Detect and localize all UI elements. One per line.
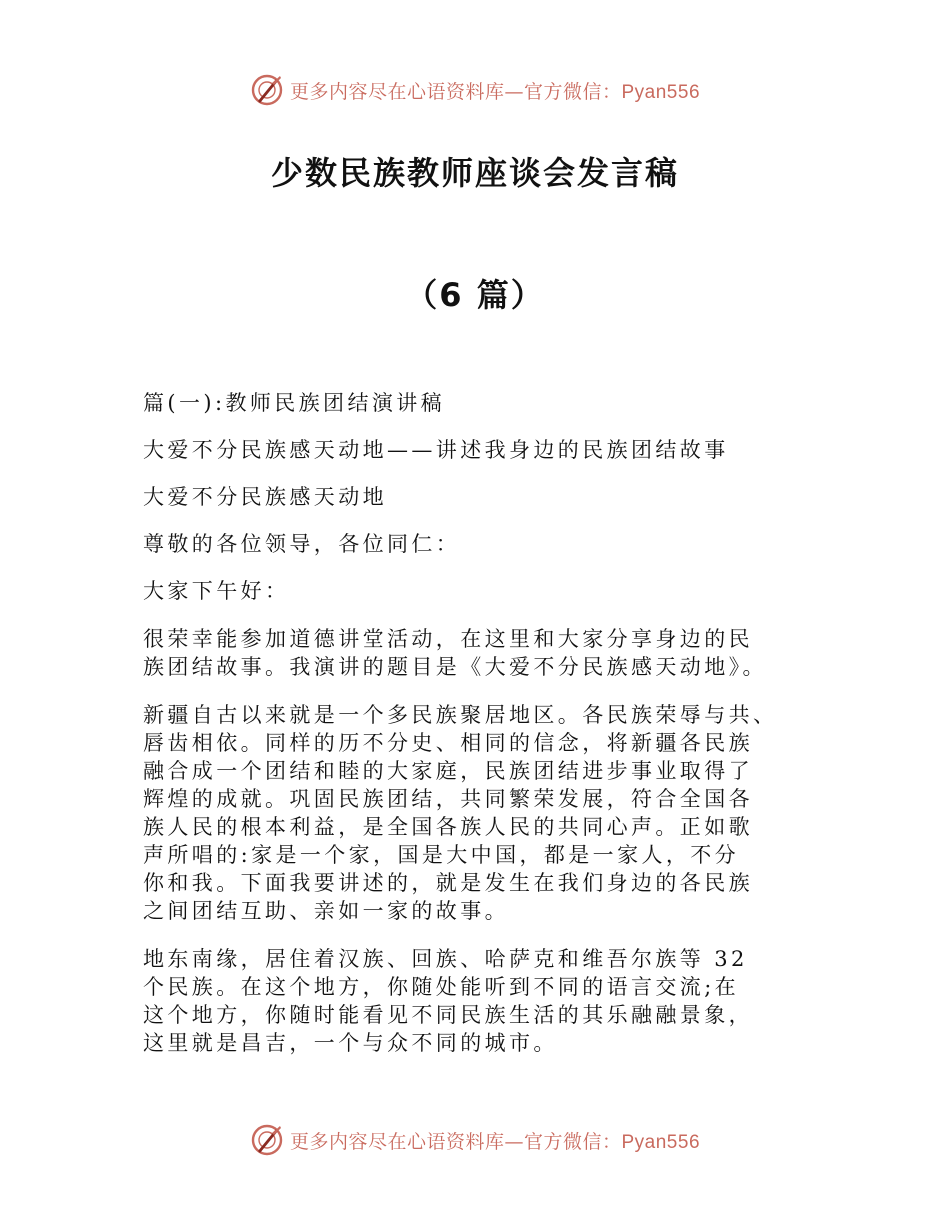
speech-short-title: 大爱不分民族感天动地 [143, 485, 387, 509]
quill-seal-icon [250, 73, 284, 107]
quill-seal-icon [250, 1123, 284, 1157]
document-body [143, 390, 843, 1077]
text-line: 辉煌的成就。巩固民族团结，共同繁荣发展，符合全国各 [143, 787, 753, 811]
text-line: 族人民的根本利益，是全国各族人民的共同心声。正如歌 [143, 815, 753, 839]
speech-title: 大爱不分民族感天动地——讲述我身边的民族团结故事 [143, 438, 729, 462]
text-line: 族团结故事。我演讲的题目是《大爱不分民族感天动地》。 [143, 655, 767, 679]
text-line: 融合成一个团结和睦的大家庭，民族团结进步事业取得了 [143, 759, 753, 783]
page-title: 少数民族教师座谈会发言稿 [270, 154, 679, 192]
header-banner [0, 70, 950, 110]
text-line: 个民族。在这个地方，你随处能听到不同的语言交流;在 [143, 975, 740, 999]
text-line: 你和我。下面我要讲述的，就是发生在我们身边的各民族 [143, 871, 753, 895]
greeting: 大家下午好： [143, 579, 290, 603]
text-line: 声所唱的:家是一个家，国是大中国，都是一家人，不分 [143, 843, 740, 867]
banner-text: 更多内容尽在心语资料库—官方微信：Pyan556 [289, 1130, 701, 1153]
salutation: 尊敬的各位领导，各位同仁： [143, 532, 461, 556]
banner-text: 更多内容尽在心语资料库—官方微信：Pyan556 [289, 80, 701, 103]
page-subtitle: （6 篇） [405, 276, 545, 314]
footer-banner [0, 1120, 950, 1160]
text-line: 很荣幸能参加道德讲堂活动，在这里和大家分享身边的民 [143, 627, 753, 651]
paragraph-intro [143, 625, 843, 681]
text-line: 地东南缘，居住着汉族、回族、哈萨克和维吾尔族等 32 [143, 947, 748, 971]
text-line: 这里就是昌吉，一个与众不同的城市。 [143, 1031, 558, 1055]
paragraph-xinjiang [143, 701, 843, 925]
text-line: 这个地方，你随时能看见不同民族生活的其乐融融景象， [143, 1003, 753, 1027]
text-line: 新疆自古以来就是一个多民族聚居地区。各民族荣辱与共、 [143, 703, 778, 727]
text-line: 之间团结互助、亲如一家的故事。 [143, 899, 509, 923]
section-heading: 篇(一):教师民族团结演讲稿 [143, 391, 446, 415]
paragraph-changji [143, 945, 843, 1057]
text-line: 唇齿相依。同样的历不分史、相同的信念，将新疆各民族 [143, 731, 753, 755]
